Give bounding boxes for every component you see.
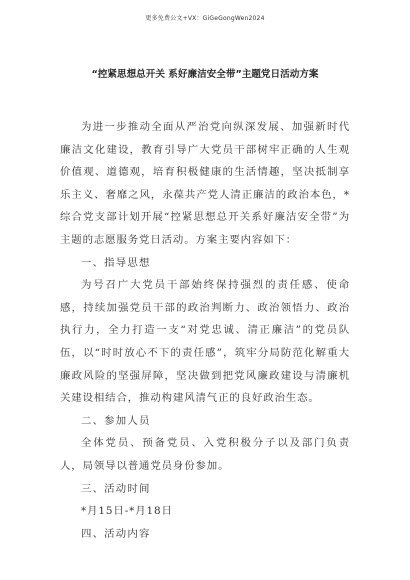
section-body-activity-time: *月15日-*月18日 [81,505,173,518]
section-body-guiding-ideology: 为号召广大党员干部始终保持强烈的责任感、使命感，持续加强党员干部的政治判断力、政治领悟力、政治执行力，全力打造一支“对党忠诚、清正廉洁”的党员队伍，以“时时放心不下的责任感”，筑牢分局防范化解重大廉政风险的坚强屏障，坚决做到把党风廉政建设与清廉机关建设相结合，推动构建风清气正的良好政治生态。 [60,279,350,405]
section-heading-guiding-ideology: 一、指导思想 [81,256,151,269]
header-note: 更多免费公文+VX：GiGeGongWen2024 [145,15,265,22]
intro-paragraph: 为进一步推动全面从严治党向纵深发展、加强新时代廉洁文化建设，教育引导广大党员干部树牢正确的人生观价值观、道德观，培育积极健康的生活情趣，坚决抵制享乐主义、奢靡之风，永葆共产党人清正廉洁的政治本色，*综合党支部计划开展“控紧思想总开关系好廉洁安全带”为主题的志愿服务党日活动。方案主要内容如下： [60,121,350,246]
section-heading-participants: 二、参加人员 [81,414,151,427]
section-body-participants: 全体党员、预备党员、入党积极分子以及部门负责人，局领导以普通党员身份参加。 [60,437,350,472]
section-heading-activity-time: 三、活动时间 [81,482,151,495]
document-body [60,116,350,545]
page-title: “控紧思想总开关 系好廉洁安全带”主题党日活动方案 [91,69,319,80]
section-heading-activity-content: 四、活动内容 [81,527,151,540]
